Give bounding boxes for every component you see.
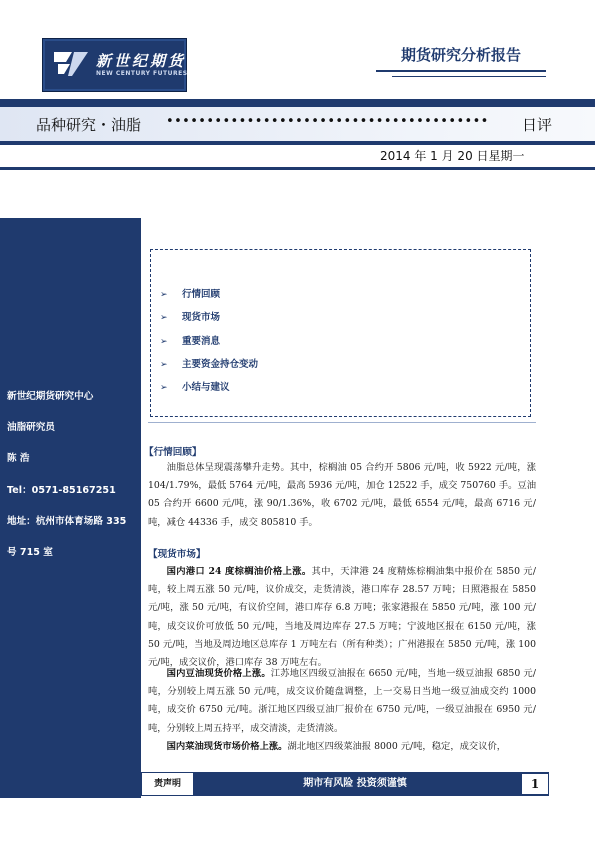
toc-item-review[interactable]: ➢ 行情回顾 [160,289,221,300]
risk-slogan: 期市有风险 投资须谨慎 [303,778,407,789]
report-date: 2014 年 1 月 20 日星期一 [380,149,525,163]
logo-english-name: NEW CENTURY FUTURES [96,70,188,77]
report-title: 期货研究分析报告 [400,46,521,64]
title-underline [376,70,546,72]
author-sidebar [0,218,141,798]
report-type: 日评 [522,116,553,134]
arrow-right-icon: ➢ [160,337,168,347]
arrow-right-icon: ➢ [160,383,168,393]
section-heading-review: 【行情回顾】 [144,447,202,458]
category-divider-bar [0,141,595,145]
sidebar-tel: Tel：0571-85167251 [7,485,116,496]
toc-item-positions[interactable]: ➢ 主要资金持仓变动 [160,359,259,370]
arrow-right-icon: ➢ [160,360,168,370]
soybean-oil-paragraph: 国内豆油现货价格上涨。江苏地区四级豆油报在 6650 元/吨，当地一级豆油报 6850 元/吨，分别较上周五涨 50 元/吨，成交议价随盘调整，上一交易日当地一级豆油成交约 1000 吨，成交价 6750 元/吨。浙江地区四级豆油厂报价在 6750 元/吨，一级豆油报在 6950 元/吨，分别较上周五持平，成交清淡，走货清淡。 [148,668,536,734]
sidebar-author-name: 陈 浩 [7,453,30,464]
page-number: 1 [522,774,548,794]
sidebar-address-cont: 号 715 室 [7,547,53,558]
arrow-right-icon: ➢ [160,290,168,300]
sidebar-org: 新世纪期货研究中心 [7,391,94,402]
category-dots: •••••••••••••••••••••••••••••••••••••••• [166,114,489,129]
soybean-oil-lead: 国内豆油现货价格上涨。 [166,668,271,679]
review-paragraph: 油脂总体呈现震荡攀升走势。其中，棕榈油 05 合约开 5806 元/吨，收 5922 元/吨，涨 104/1.79%，最低 5764 元/吨，最高 5936 元/吨，加仓 12522 手，成交 750760 手。豆油 05 合约开 6600 元/吨，涨 90/1.36%，收 6702 元/吨，最低 6554 元/吨，最高 6716 元/吨，减仓 44336 手，成交 805810 手。 [148,462,536,528]
date-divider-bar [0,167,595,170]
category-label: 品种研究・油脂 [36,116,142,134]
disclaimer-link[interactable]: 责声明 [141,772,194,796]
palm-oil-paragraph: 国内港口 24 度棕榈油价格上涨。其中，天津港 24 度精炼棕榈油集中报价在 5850 元/吨，较上周五涨 50 元/吨，议价成交，走货清淡，港口库存 28.57 万吨；日照港报在 5850 元/吨，涨 50 元/吨，有议价空间，港口库存 6.8 万吨；张家港报在 5850 元/吨，涨 100 元/吨，成交议价可放低 50 元/吨，当地及周边库存 27.5 万吨；宁波地区报在 6150 元/吨，涨 50 元/吨，当地及周边地区总库存 1 万吨左右（所有种类）；广州港报在 5850 元/吨，涨 100 元/吨，成交议价，港口库存 38 万吨左右。 [148,566,536,669]
section-heading-spot: 【现货市场】 [148,549,206,560]
logo-chinese-name: 新世纪期货 [96,52,187,70]
section-divider [148,422,536,423]
toc-item-summary[interactable]: ➢ 小结与建议 [160,382,230,393]
palm-oil-lead: 国内港口 24 度棕榈油价格上涨。 [166,566,312,577]
sidebar-role: 油脂研究员 [7,422,55,433]
logo-wing-icon [52,46,90,80]
toc-item-spot[interactable]: ➢ 现货市场 [160,312,221,323]
rapeseed-oil-paragraph: 国内菜油现货市场价格上涨。湖北地区四级菜油报 8000 元/吨，稳定，成交议价， [166,741,507,752]
arrow-right-icon: ➢ [160,313,168,323]
sidebar-address: 地址：杭州市体育场路 335 [7,516,127,527]
toc-item-news[interactable]: ➢ 重要消息 [160,336,221,347]
header-divider-bar [0,99,595,107]
rapeseed-oil-lead: 国内菜油现货市场价格上涨。 [166,741,288,752]
title-underline-thin [392,76,546,77]
